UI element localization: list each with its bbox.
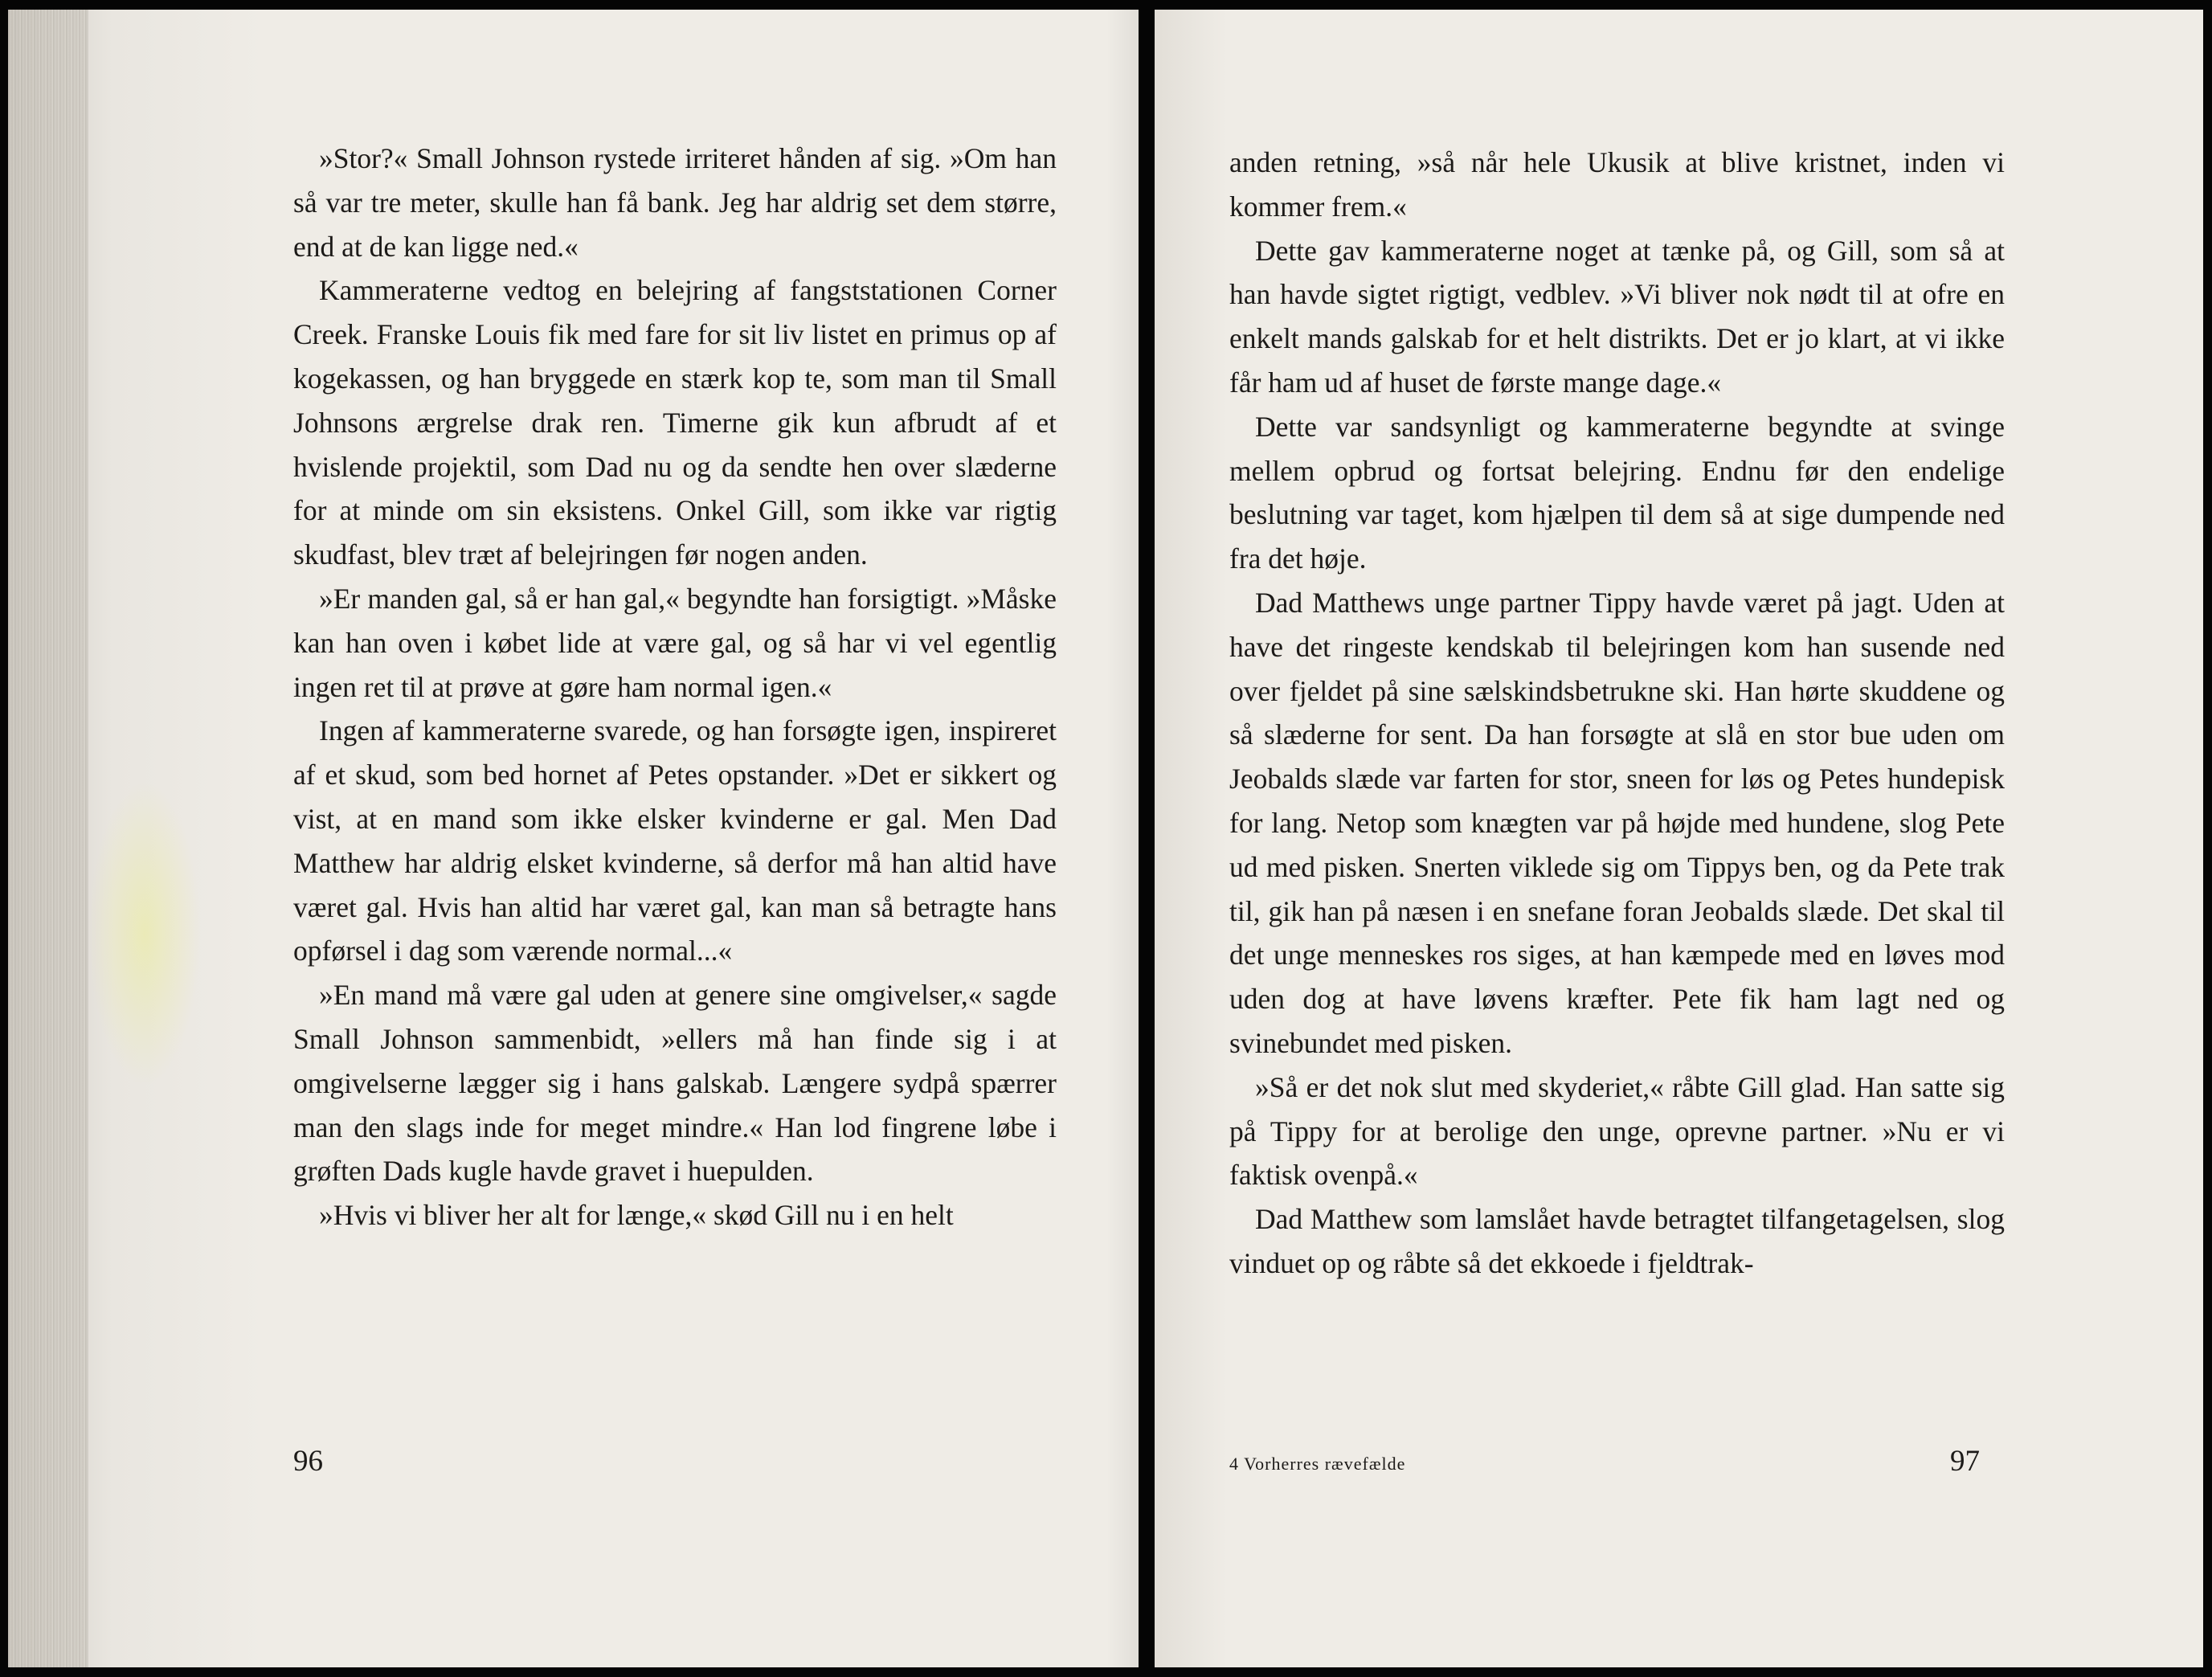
paper-stain bbox=[88, 781, 201, 1086]
paragraph: Ingen af kammeraterne svarede, og han forsøgte igen, inspireret af et skud, som bed hornet af Petes opstander. »Det er sikkert og vist, at en mand som ikke elsker kvinderne er gal. Men Dad Matthew har aldrig elsket kvinderne, så derfor må han altid have været gal. Hvis han altid har været gal, kan man så betragte hans opførsel i dag som værende normal...« bbox=[293, 714, 1057, 967]
paragraph: Dad Matthew som lamslået havde betragtet tilfangetagelsen, slog vinduet op og råbte så det ekkoede i fjeldtrak- bbox=[1229, 1203, 2005, 1279]
page-number: 96 bbox=[293, 1445, 323, 1478]
signature-mark: 4 Vorherres rævefælde bbox=[1229, 1454, 1406, 1474]
paragraph: »Hvis vi bliver her alt for længe,« skød Gill nu i en helt bbox=[319, 1199, 954, 1232]
paragraph: Dette gav kammeraterne noget at tænke på, og Gill, som så at han havde sigtet rigtigt, vedblev. »Vi bliver nok nødt til at ofre en enkelt mands galskab for et helt distrikts. Det er jo klart, at vi ikke får ham ud af huset de første mange dage.« bbox=[1229, 234, 2005, 399]
paragraph: »En mand må være gal uden at genere sine omgivelser,« sagde Small Johnson sammenbidt, »ellers må han finde sig i at omgivelserne lægger sig i hans galskab. Længere sydpå spærrer man den slags inde for meget mindre.« Han lod fingrene løbe i grøften Dads kugle havde gravet i huepulden. bbox=[293, 979, 1057, 1188]
right-book-page bbox=[1155, 10, 2203, 1667]
right-page-text bbox=[1229, 141, 2005, 1286]
page-number: 97 bbox=[1950, 1445, 1980, 1478]
left-page-text bbox=[293, 137, 1057, 1237]
paragraph: Dad Matthews unge partner Tippy havde været på jagt. Uden at have det ringeste kendskab til belejringen kom han susende ned over fjeldet på sine sælskindsbetrukne ski. Han hørte skuddene og så slæderne for sent. Da han forsøgte at slå en stor bue uden om Jeobalds slæde var farten for stor, sneen for løs og Petes hundepisk for lang. Netop som knægten var på højde med hundene, slog Pete ud med pisken. Snerten viklede sig om Tippys ben, og da Pete trak til, gik han på næsen i en snefane foran Jeobalds slæde. Det skal til det unge menneskes ros siges, at han kæmpede med en løves mod uden dog at have løvens kræfter. Pete fik ham lagt ned og svinebundet med pisken. bbox=[1229, 586, 2005, 1059]
paragraph: Dette var sandsynligt og kammeraterne begyndte at svinge mellem opbrud og fortsat belejring. Endnu før den endelige beslutning var taget, kom hjælpen til dem så at sige dumpende ned fra det høje. bbox=[1229, 410, 2005, 575]
left-book-page bbox=[8, 10, 1139, 1667]
gutter-shadow bbox=[1106, 10, 1139, 1667]
paragraph: »Så er det nok slut med skyderiet,« råbte Gill glad. Han satte sig på Tippy for at berolige den unge, oprevne partner. »Nu er vi faktisk ovenpå.« bbox=[1229, 1070, 2005, 1192]
paragraph: »Stor?« Small Johnson rystede irriteret hånden af sig. »Om han så var tre meter, skulle han få bank. Jeg har aldrig set dem større, end at de kan ligge ned.« bbox=[293, 142, 1057, 263]
paragraph: anden retning, »så når hele Ukusik at blive kristnet, inden vi kommer frem.« bbox=[1229, 146, 2005, 223]
paragraph: »Er manden gal, så er han gal,« begyndte han forsigtigt. »Måske kan han oven i købet lide at være gal, og så har vi vel egentlig ingen ret til at prøve at gøre ham normal igen.« bbox=[293, 582, 1057, 703]
page-edges bbox=[8, 10, 88, 1667]
paragraph: Kammeraterne vedtog en belejring af fangststationen Corner Creek. Franske Louis fik med fare for sit liv listet en primus op af kogekassen, og han bryggede en stærk kop te, som man til Small Johnsons ærgrelse drak ren. Timerne gik kun afbrudt af et hvislende projektil, som Dad nu og da sendte hen over slæderne for at minde om sin eksistens. Onkel Gill, som ikke var rigtig skudfast, blev træt af belejringen før nogen anden. bbox=[293, 274, 1057, 571]
